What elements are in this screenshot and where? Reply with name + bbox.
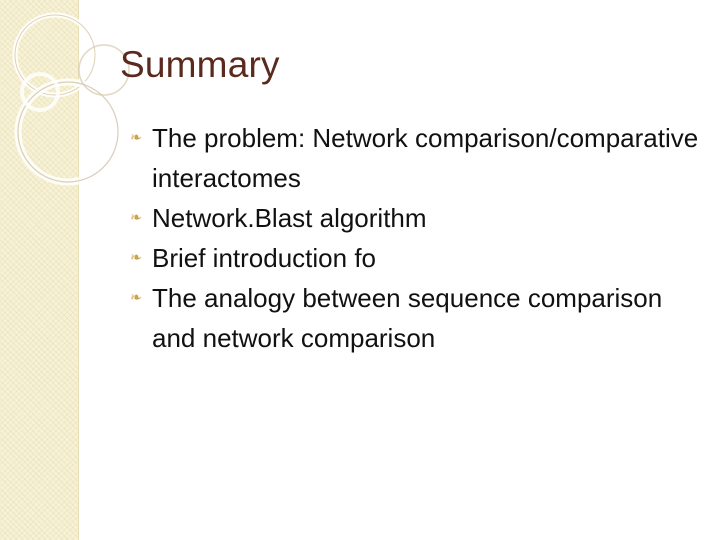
bullet-text: Network.Blast algorithm xyxy=(152,203,427,233)
ornament-bullet-icon: ❧ xyxy=(130,290,142,306)
bullet-text: Brief introduction fo xyxy=(152,243,377,273)
ornament-bullet-icon: ❧ xyxy=(130,130,142,146)
ornament-bullet-icon: ❧ xyxy=(130,250,142,266)
bullet-text: The problem: Network comparison/comparative interactomes xyxy=(152,123,699,193)
bullet-item xyxy=(122,278,712,358)
slide-title: Summary xyxy=(120,44,280,85)
bullet-item xyxy=(122,118,712,198)
ornament-bullet-icon: ❧ xyxy=(130,210,142,226)
bullet-text: The analogy between sequence comparison and network comparison xyxy=(152,283,663,353)
bullet-list xyxy=(122,118,712,358)
bullet-item xyxy=(122,198,712,238)
bullet-item xyxy=(122,238,712,278)
